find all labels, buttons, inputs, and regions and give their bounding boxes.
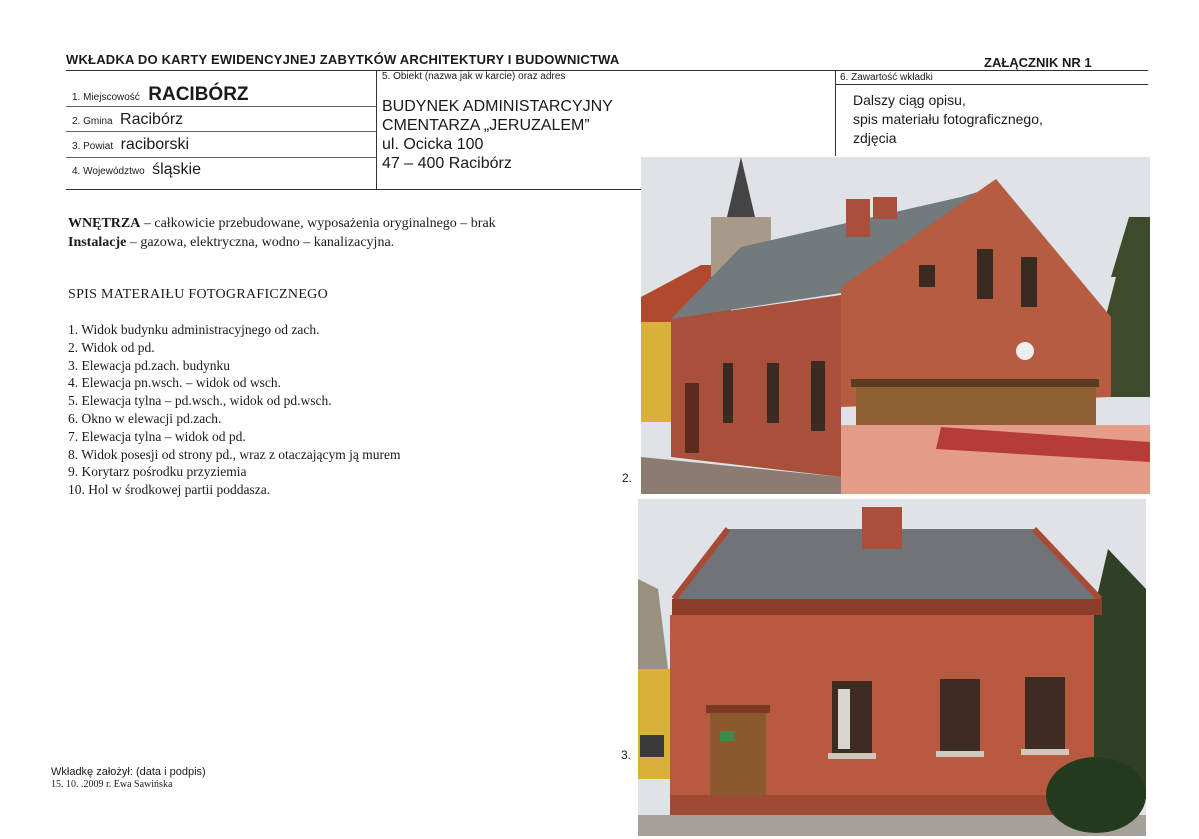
list-item: 8. Widok posesji od strony pd., wraz z otaczającym ją murem [68, 446, 401, 462]
photo-list-heading: SPIS MATERAIŁU FOTOGRAFICZNEGO [68, 287, 328, 302]
field-wojewodztwo: 4. Województwo śląskie [72, 161, 201, 178]
sec6-label-rule [836, 84, 1148, 85]
gmina-value: Racibórz [120, 111, 184, 128]
photo-3 [638, 499, 1146, 836]
rule-1 [66, 106, 376, 107]
photo-2 [641, 157, 1150, 494]
miejscowosc-value: RACIBÓRZ [148, 84, 249, 105]
fields-bottom-rule [66, 189, 642, 190]
list-item: 5. Elewacja tylna – pd.wsch., widok od pd.wsch. [68, 393, 332, 409]
photo-list [68, 321, 401, 499]
interior-description: WNĘTRZA – całkowicie przebudowane, wyposażenia oryginalnego – brak Instalacje – gazowa, elektryczna, wodno – kanalizacyjna. [68, 216, 496, 250]
zawartosc-text: Dalszy ciąg opisu, spis materiału fotograficznego, zdjęcia [853, 92, 1043, 146]
list-item: 4. Elewacja pn.wsch. – widok od wsch. [68, 375, 281, 391]
obiekt-address: BUDYNEK ADMINISTARCYJNY CMENTARZA „JERUZALEM” ul. Ocicka 100 47 – 400 Racibórz [382, 98, 613, 172]
list-item: 9. Korytarz pośrodku przyziemia [68, 464, 247, 480]
attachment-number: ZAŁĄCZNIK NR 1 [984, 55, 1092, 70]
powiat-value: raciborski [120, 136, 190, 153]
obiekt-label: 5. Obiekt (nazwa jak w karcie) oraz adres [382, 71, 566, 82]
header-rule [66, 70, 1148, 71]
rule-3 [66, 157, 376, 158]
footer-label: Wkładkę założył: (data i podpis) [51, 766, 206, 778]
list-item: 7. Elewacja tylna – widok od pd. [68, 428, 246, 444]
divider-vertical-1 [376, 70, 377, 189]
photo-number-2: 2. [622, 471, 633, 485]
list-item: 1. Widok budynku administracyjnego od zach. [68, 322, 320, 337]
rule-2 [66, 131, 376, 132]
footer-date-signature: 15. 10. .2009 r. Ewa Sawińska [51, 779, 173, 790]
field-gmina: 2. Gmina Racibórz [72, 111, 184, 128]
wojewodztwo-value: śląskie [152, 161, 201, 178]
field-powiat: 3. Powiat raciborski [72, 136, 190, 153]
document-title: WKŁADKA DO KARTY EWIDENCYJNEJ ZABYTKÓW ARCHITEKTURY I BUDOWNICTWA [66, 52, 620, 67]
list-item: 2. Widok od pd. [68, 339, 155, 355]
list-item: 3. Elewacja pd.zach. budynku [68, 357, 230, 373]
zawartosc-label: 6. Zawartość wkładki [840, 72, 933, 83]
photo-number-3: 3. [621, 748, 632, 762]
divider-vertical-2 [835, 70, 836, 156]
field-miejscowosc: 1. Miejscowość RACIBÓRZ [72, 84, 249, 105]
list-item: 6. Okno w elewacji pd.zach. [68, 410, 222, 426]
list-item: 10. Hol w środkowej partii poddasza. [68, 482, 271, 498]
